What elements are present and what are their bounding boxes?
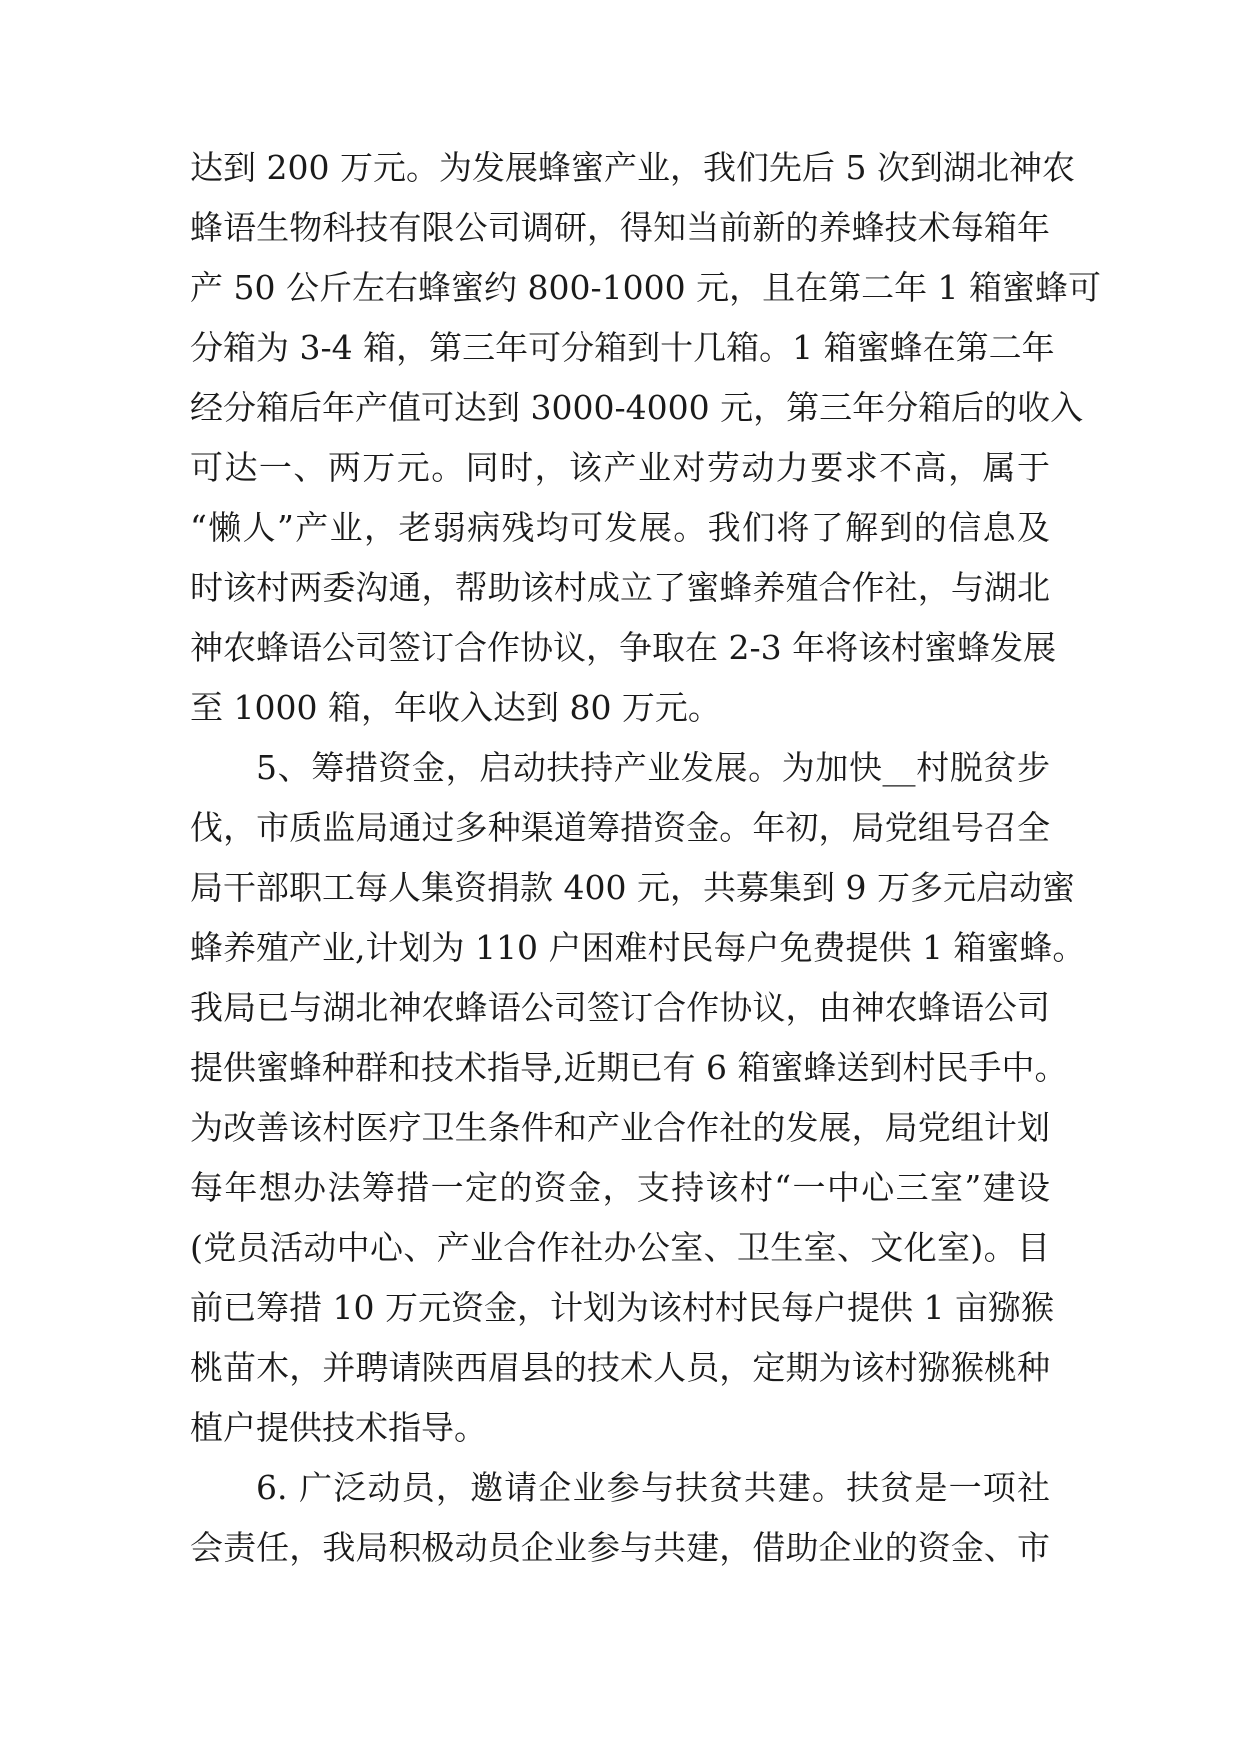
text-line: “懒人”产业，老弱病残均可发展。我们将了解到的信息及	[190, 508, 1050, 547]
text-line: 可达一、两万元。同时，该产业对劳动力要求不高，属于	[190, 448, 1050, 487]
text-line: 至 1000 箱，年收入达到 80 万元。	[190, 688, 721, 727]
text-line: 植户提供技术指导。	[190, 1408, 487, 1447]
text-line: 为改善该村医疗卫生条件和产业合作社的发展，局党组计划	[190, 1108, 1050, 1147]
paragraph-heading-line: 5、筹措资金，启动扶持产业发展。为加快__村脱贫步	[256, 748, 1050, 787]
text-line: 伐，市质监局通过多种渠道筹措资金。年初，局党组号召全	[190, 808, 1050, 847]
text-line: 分箱为 3-4 箱，第三年可分箱到十几箱。1 箱蜜蜂在第二年	[190, 328, 1055, 367]
text-line: 每年想办法筹措一定的资金，支持该村“一中心三室”建设	[190, 1168, 1050, 1207]
text-line: 提供蜜蜂种群和技术指导,近期已有 6 箱蜜蜂送到村民手中。	[190, 1048, 1068, 1087]
text-line: 局干部职工每人集资捐款 400 元，共募集到 9 万多元启动蜜	[190, 868, 1075, 907]
text-line: 神农蜂语公司签订合作协议，争取在 2-3 年将该村蜜蜂发展	[190, 628, 1057, 667]
text-line: 时该村两委沟通，帮助该村成立了蜜蜂养殖合作社，与湖北	[190, 568, 1050, 607]
text-line: 经分箱后年产值可达到 3000-4000 元，第三年分箱后的收入	[190, 388, 1084, 427]
text-line: (党员活动中心、产业合作社办公室、卫生室、文化室)。目	[190, 1228, 1050, 1267]
text-line: 蜂养殖产业,计划为 110 户困难村民每户免费提供 1 箱蜜蜂。	[190, 928, 1086, 967]
text-line: 会责任，我局积极动员企业参与共建，借助企业的资金、市	[190, 1528, 1050, 1567]
text-line: 达到 200 万元。为发展蜂蜜产业，我们先后 5 次到湖北神农	[190, 148, 1075, 187]
text-line: 蜂语生物科技有限公司调研，得知当前新的养蜂技术每箱年	[190, 208, 1050, 247]
text-line: 桃苗木，并聘请陕西眉县的技术人员，定期为该村猕猴桃种	[190, 1348, 1050, 1387]
text-line: 我局已与湖北神农蜂语公司签订合作协议，由神农蜂语公司	[190, 988, 1050, 1027]
text-line: 产 50 公斤左右蜂蜜约 800-1000 元，且在第二年 1 箱蜜蜂可	[190, 268, 1102, 307]
paragraph-heading-line: 6. 广泛动员，邀请企业参与扶贫共建。扶贫是一项社	[256, 1468, 1050, 1507]
text-line: 前已筹措 10 万元资金，计划为该村村民每户提供 1 亩猕猴	[190, 1288, 1054, 1327]
